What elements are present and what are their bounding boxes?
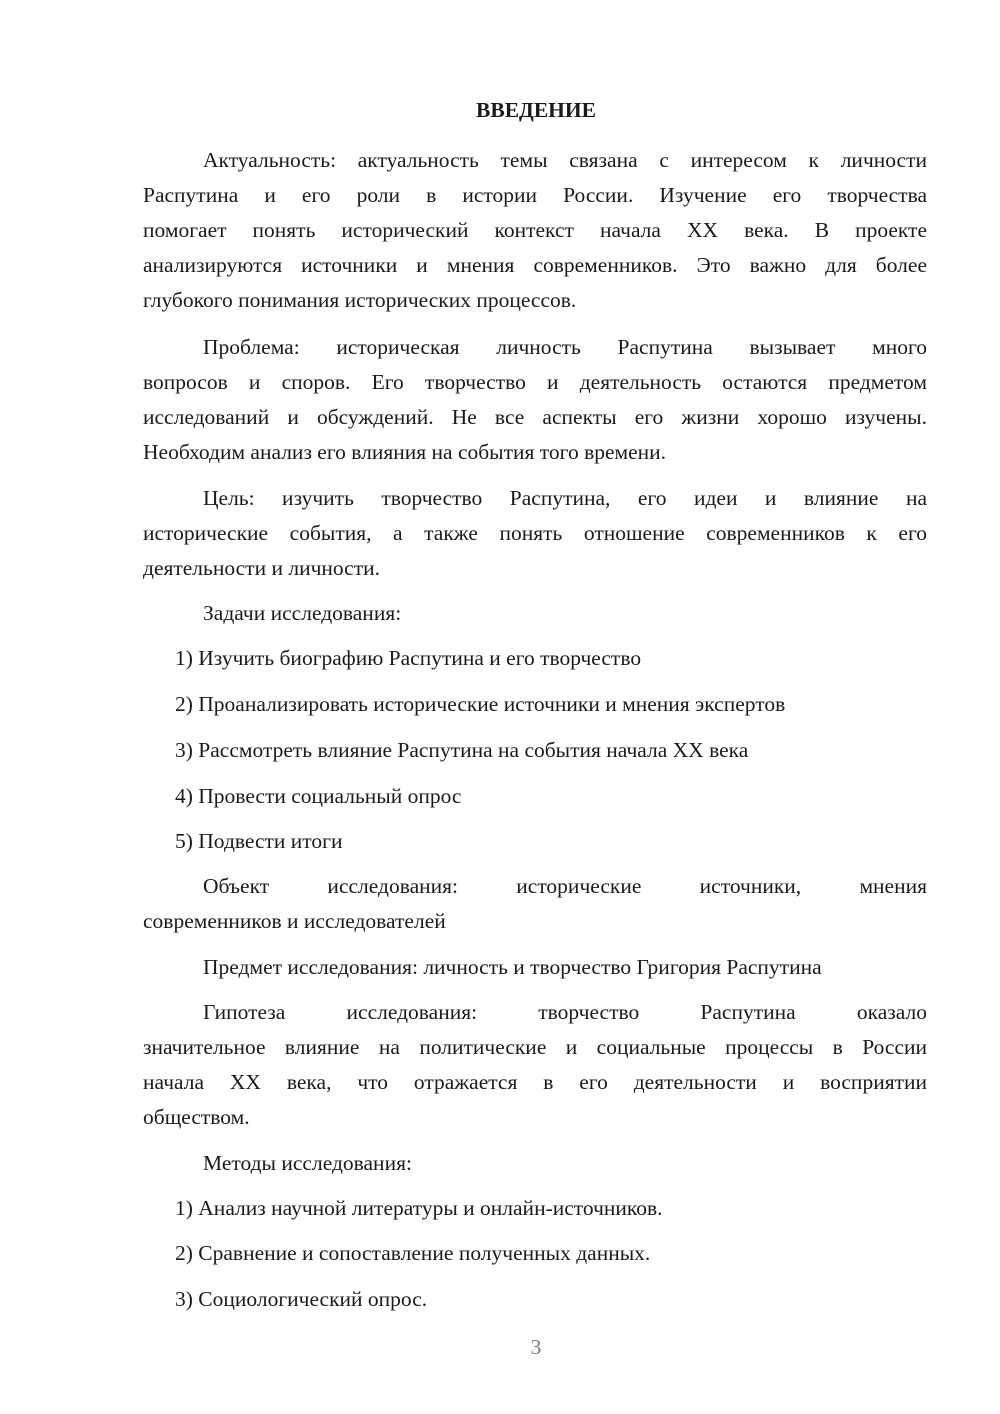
text-line: значительное влияние на политические и социальные процессы в России	[143, 1035, 927, 1059]
text-line: начала XX века, что отражается в его деятельности и восприятии	[143, 1070, 927, 1094]
text-line: глубокого понимания исторических процессов.	[143, 288, 577, 312]
text-line: Проблема: историческая личность Распутина вызывает много	[203, 335, 927, 359]
text-line: помогает понять исторический контекст начала XX века. В проекте	[143, 218, 927, 242]
list-item: 3) Социологический опрос.	[175, 1287, 428, 1311]
list-item: 4) Провести социальный опрос	[175, 784, 462, 808]
text-line: исследований и обсуждений. Не все аспекты его жизни хорошо изучены.	[143, 405, 927, 429]
page-title: ВВЕДЕНИЕ	[476, 98, 596, 122]
list-item: 1) Анализ научной литературы и онлайн-источников.	[175, 1196, 663, 1220]
methods-heading: Методы исследования:	[203, 1151, 412, 1175]
text-line: обществом.	[143, 1105, 250, 1129]
text-line: анализируются источники и мнения современников. Это важно для более	[143, 253, 927, 277]
tasks-heading: Задачи исследования:	[203, 601, 402, 625]
list-item: 2) Проанализировать исторические источники и мнения экспертов	[175, 692, 786, 716]
subject-paragraph: Предмет исследования: личность и творчество Григория Распутина	[203, 955, 822, 979]
text-line: вопросов и споров. Его творчество и деятельность остаются предметом	[143, 370, 927, 394]
list-item: 1) Изучить биографию Распутина и его творчество	[175, 646, 642, 670]
text-line: исторические события, а также понять отношение современников к его	[143, 521, 927, 545]
text-line: Объект исследования: исторические источники, мнения	[203, 874, 927, 898]
list-item: 5) Подвести итоги	[175, 829, 343, 853]
text-line: Гипотеза исследования: творчество Распутина оказало	[203, 1000, 927, 1024]
text-line: современников и исследователей	[143, 909, 446, 933]
text-line: Необходим анализ его влияния на события того времени.	[143, 440, 667, 464]
list-item: 3) Рассмотреть влияние Распутина на события начала XX века	[175, 738, 749, 762]
text-line: Актуальность: актуальность темы связана с интересом к личности	[203, 148, 927, 172]
text-line: Цель: изучить творчество Распутина, его идеи и влияние на	[203, 486, 927, 510]
page-number: 3	[530, 1335, 542, 1359]
list-item: 2) Сравнение и сопоставление полученных данных.	[175, 1241, 651, 1265]
text-line: Распутина и его роли в истории России. Изучение его творчества	[143, 183, 927, 207]
text-line: деятельности и личности.	[143, 556, 380, 580]
